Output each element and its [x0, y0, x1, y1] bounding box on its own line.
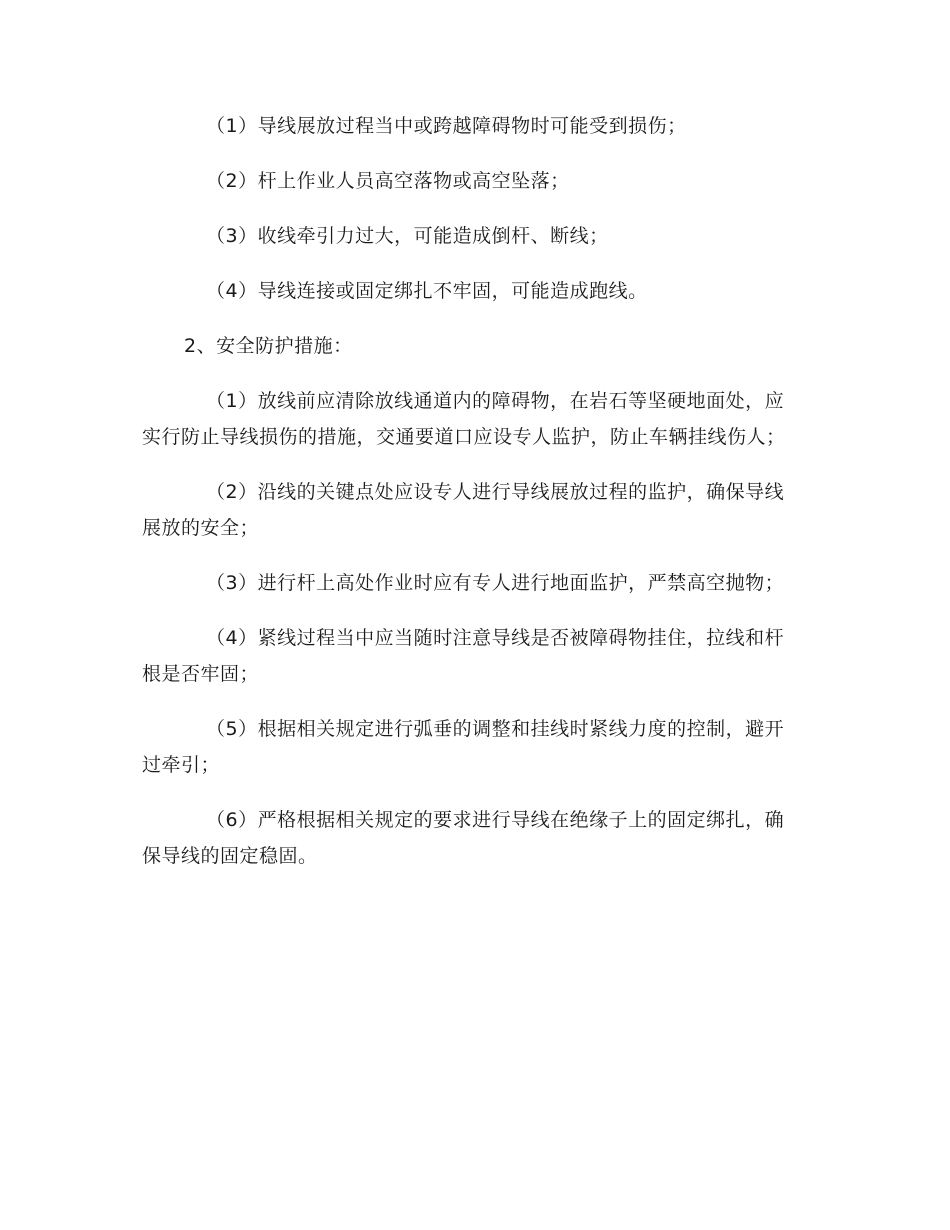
- document-body: [142, 108, 794, 893]
- hazard-item-2: （2）杆上作业人员高空落物或高空坠落；: [206, 170, 570, 192]
- section-heading: 2、安全防护措施：: [184, 335, 353, 357]
- measure-item-5: （5）根据相关规定进行弧垂的调整和挂线时紧线力度的控制，避开过牵引；: [142, 718, 785, 776]
- measure-item-2: （2）沿线的关键点处应设专人进行导线展放过程的监护，确保导线展放的安全；: [142, 481, 785, 539]
- hazard-item-1: （1）导线展放过程当中或跨越障碍物时可能受到损伤；: [206, 115, 687, 137]
- measure-item-6: （6）严格根据相关规定的要求进行导线在绝缘子上的固定绑扎，确保导线的固定稳固。: [142, 809, 785, 867]
- measure-item-4: （4）紧线过程当中应当随时注意导线是否被障碍物挂住，拉线和杆根是否牢固；: [142, 627, 785, 685]
- hazard-item-3: （3）收线牵引力过大，可能造成倒杆、断线；: [206, 225, 609, 247]
- measure-item-1: （1）放线前应清除放线通道内的障碍物，在岩石等坚硬地面处，应实行防止导线损伤的措施，交通要道口应设专人监护，防止车辆挂线伤人；: [142, 390, 786, 448]
- measure-item-3: （3）进行杆上高处作业时应有专人进行地面监护，严禁高空抛物；: [206, 572, 785, 594]
- hazard-item-4: （4）导线连接或固定绑扎不牢固，可能造成跑线。: [206, 280, 648, 302]
